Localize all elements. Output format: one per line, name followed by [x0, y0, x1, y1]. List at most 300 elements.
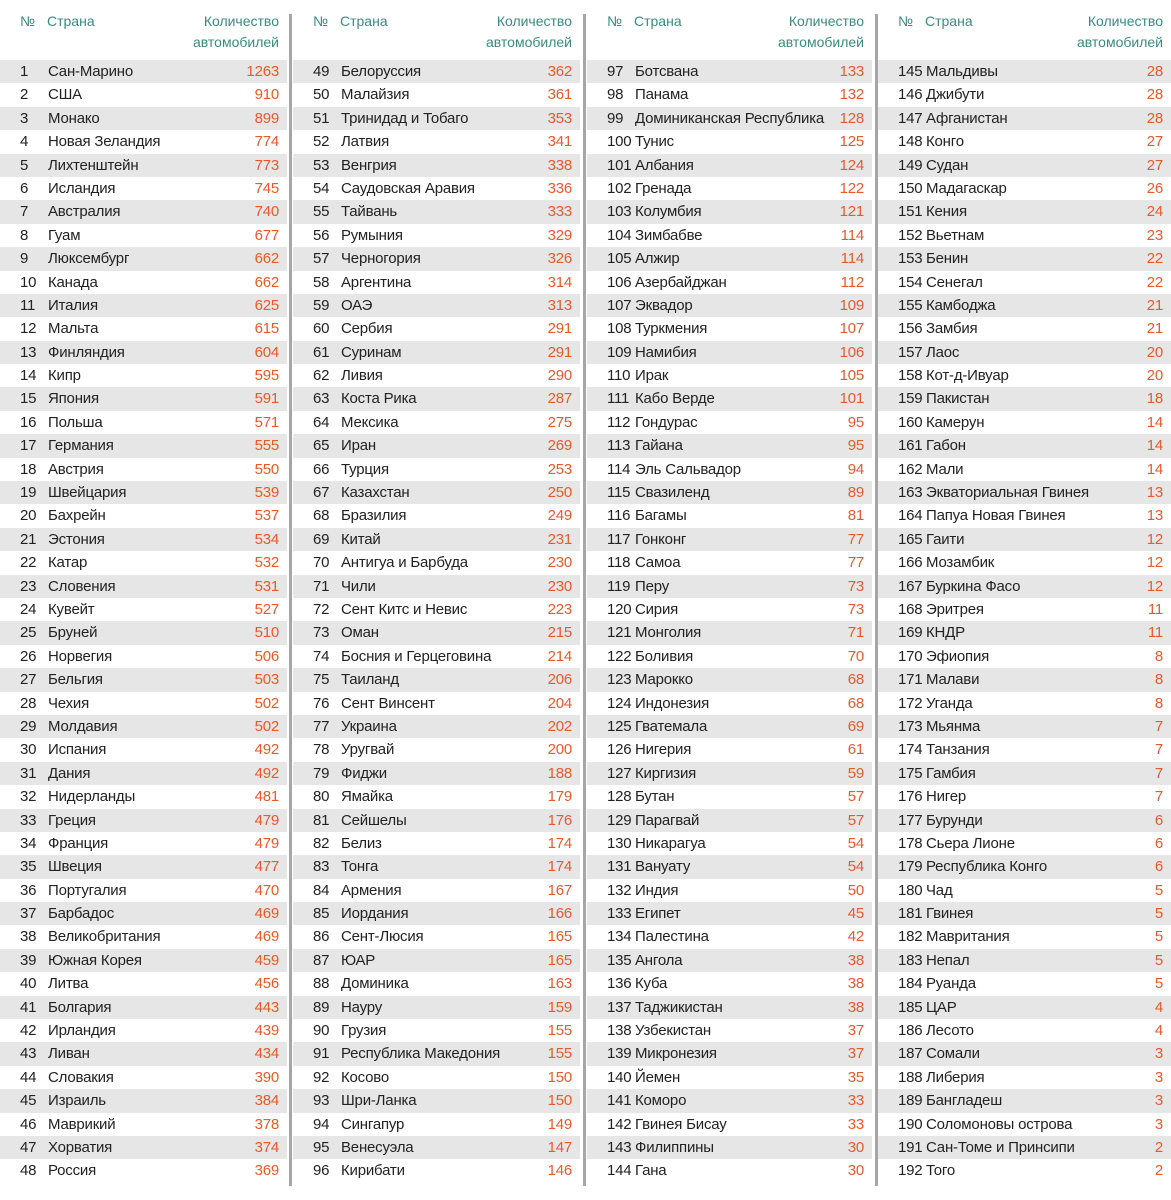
count-cell: 42	[847, 928, 864, 946]
country-cell: Маврикий	[48, 1115, 116, 1133]
country-cell: Кот-д-Ивуар	[926, 367, 1009, 385]
table-row	[0, 902, 287, 925]
table-row	[587, 458, 872, 481]
table-row	[587, 341, 872, 364]
table-row	[293, 1066, 580, 1089]
table-row	[878, 504, 1171, 527]
rank-cell: 56	[313, 226, 330, 244]
country-cell: Финляндия	[48, 343, 125, 361]
country-cell: США	[48, 86, 82, 104]
count-cell: 23	[1146, 226, 1163, 244]
count-cell: 662	[254, 250, 279, 268]
count-cell: 30	[847, 1162, 864, 1180]
rank-cell: 95	[313, 1138, 330, 1156]
rank-cell: 31	[20, 764, 37, 782]
rank-cell: 192	[898, 1162, 923, 1180]
table-row	[0, 645, 287, 668]
country-cell: Кирибати	[341, 1162, 405, 1180]
rank-cell: 135	[607, 951, 632, 969]
table-row	[878, 317, 1171, 340]
table-row	[293, 1042, 580, 1065]
country-cell: Танзания	[926, 741, 990, 759]
country-cell: Намибия	[635, 343, 697, 361]
count-cell: 287	[547, 390, 572, 408]
rank-cell: 122	[607, 647, 632, 665]
count-cell: 14	[1146, 460, 1163, 478]
country-cell: Черногория	[341, 250, 421, 268]
table-row	[0, 481, 287, 504]
country-cell: Сомали	[926, 1045, 980, 1063]
rank-cell: 100	[607, 133, 632, 151]
table-row	[293, 154, 580, 177]
count-cell: 114	[840, 226, 864, 244]
count-cell: 773	[254, 156, 279, 174]
count-cell: 7	[1154, 788, 1163, 806]
count-cell: 503	[254, 671, 279, 689]
header-count-line2: автомобилей	[193, 34, 279, 50]
rank-cell: 163	[898, 484, 923, 502]
header-count-line1: Количество	[1087, 13, 1163, 29]
rank-cell: 150	[898, 179, 923, 197]
count-cell: 68	[847, 694, 864, 712]
table-row	[878, 809, 1171, 832]
count-cell: 128	[839, 109, 864, 127]
table-row	[878, 411, 1171, 434]
table-row	[878, 551, 1171, 574]
rank-cell: 60	[313, 320, 330, 338]
table-row	[0, 294, 287, 317]
table-row	[0, 224, 287, 247]
table-row	[587, 177, 872, 200]
rank-cell: 187	[898, 1045, 923, 1063]
rank-cell: 132	[607, 881, 632, 899]
count-cell: 384	[254, 1092, 279, 1110]
table-row	[0, 364, 287, 387]
rank-cell: 173	[898, 717, 923, 735]
count-cell: 54	[847, 858, 864, 876]
table-row	[293, 972, 580, 995]
table-row	[293, 645, 580, 668]
table-row	[293, 715, 580, 738]
count-cell: 33	[847, 1115, 864, 1133]
table-row	[587, 598, 872, 621]
count-cell: 4	[1154, 998, 1163, 1016]
rank-cell: 117	[607, 530, 631, 548]
country-cell: Габон	[926, 437, 966, 455]
count-cell: 456	[254, 975, 279, 993]
count-cell: 107	[839, 320, 864, 338]
rank-cell: 128	[607, 788, 632, 806]
count-cell: 341	[547, 133, 572, 151]
rank-cell: 68	[313, 507, 330, 525]
count-cell: 12	[1146, 554, 1163, 572]
table-row	[0, 1089, 287, 1112]
rank-cell: 44	[20, 1068, 37, 1086]
country-cell: Сан-Томе и Принсипи	[926, 1138, 1075, 1156]
country-cell: Монако	[48, 109, 100, 127]
country-cell: Марокко	[635, 671, 693, 689]
country-cell: Сирия	[635, 600, 679, 618]
table-row	[878, 902, 1171, 925]
rank-cell: 159	[898, 390, 923, 408]
table-row	[0, 271, 287, 294]
rank-cell: 120	[607, 600, 632, 618]
count-cell: 534	[254, 530, 279, 548]
count-cell: 215	[547, 624, 572, 642]
count-cell: 910	[254, 86, 279, 104]
count-cell: 81	[847, 507, 864, 525]
count-cell: 13	[1146, 507, 1163, 525]
country-cell: Турция	[341, 460, 389, 478]
country-cell: Республика Македония	[341, 1045, 501, 1063]
table-row	[878, 60, 1171, 83]
table-row	[878, 762, 1171, 785]
country-cell: Ямайка	[341, 788, 393, 806]
country-cell: Ирак	[635, 367, 669, 385]
rank-cell: 181	[898, 905, 923, 923]
rank-cell: 18	[20, 460, 37, 478]
table-row	[878, 341, 1171, 364]
count-cell: 662	[254, 273, 279, 291]
count-cell: 109	[839, 296, 864, 314]
table-row	[293, 1136, 580, 1159]
rank-cell: 171	[898, 671, 923, 689]
country-cell: Доминика	[341, 975, 409, 993]
count-cell: 443	[254, 998, 279, 1016]
country-cell: Бахрейн	[48, 507, 106, 525]
country-cell: Куба	[635, 975, 668, 993]
count-cell: 8	[1154, 694, 1163, 712]
rank-cell: 149	[898, 156, 923, 174]
count-cell: 59	[847, 764, 864, 782]
country-cell: Ангола	[635, 951, 683, 969]
count-cell: 73	[847, 600, 864, 618]
table-row	[293, 387, 580, 410]
rank-cell: 179	[898, 858, 923, 876]
table-row	[878, 107, 1171, 130]
table-row	[587, 1042, 872, 1065]
country-cell: Филиппины	[635, 1138, 714, 1156]
table-row	[293, 1159, 580, 1182]
rank-cell: 79	[313, 764, 330, 782]
table-row	[0, 1042, 287, 1065]
rank-cell: 170	[898, 647, 923, 665]
table-row	[878, 1136, 1171, 1159]
table-row	[293, 177, 580, 200]
rank-cell: 97	[607, 63, 624, 80]
table-row	[0, 1066, 287, 1089]
country-cell: Никарагуа	[635, 834, 706, 852]
table-row	[0, 762, 287, 785]
count-cell: 291	[547, 320, 572, 338]
rank-cell: 2	[20, 86, 29, 104]
count-cell: 469	[254, 928, 279, 946]
rank-cell: 169	[898, 624, 923, 642]
rank-cell: 22	[20, 554, 37, 572]
table-row	[0, 832, 287, 855]
table-row	[587, 879, 872, 902]
count-cell: 250	[547, 484, 572, 502]
table-row	[878, 1159, 1171, 1182]
rank-cell: 158	[898, 367, 923, 385]
table-row	[587, 1113, 872, 1136]
rank-cell: 113	[607, 437, 631, 455]
table-row	[587, 551, 872, 574]
table-row	[587, 224, 872, 247]
count-cell: 269	[547, 437, 572, 455]
count-cell: 174	[547, 858, 572, 876]
rank-cell: 20	[20, 507, 37, 525]
count-cell: 502	[254, 717, 279, 735]
table-row	[878, 364, 1171, 387]
rank-cell: 164	[898, 507, 923, 525]
rank-cell: 139	[607, 1045, 632, 1063]
rank-cell: 177	[898, 811, 923, 829]
rank-cell: 94	[313, 1115, 330, 1133]
count-cell: 275	[547, 413, 572, 431]
count-cell: 95	[847, 413, 864, 431]
rank-cell: 14	[20, 367, 37, 385]
table-row	[587, 925, 872, 948]
count-cell: 11	[1147, 600, 1163, 618]
count-cell: 11	[1147, 624, 1163, 642]
count-cell: 479	[254, 834, 279, 852]
rank-cell: 53	[313, 156, 330, 174]
count-cell: 4	[1154, 1022, 1163, 1040]
rank-cell: 17	[20, 437, 37, 455]
table-row	[0, 317, 287, 340]
table-row	[587, 504, 872, 527]
country-cell: Словакия	[48, 1068, 114, 1086]
table-row	[293, 200, 580, 223]
table-row	[0, 177, 287, 200]
rank-cell: 91	[313, 1045, 330, 1063]
country-cell: Лаос	[926, 343, 960, 361]
country-cell: Уганда	[926, 694, 973, 712]
table-row	[587, 434, 872, 457]
table-row	[0, 996, 287, 1019]
country-cell: Бенин	[926, 250, 969, 268]
country-cell: Шри-Ланка	[341, 1092, 417, 1110]
count-cell: 677	[254, 226, 279, 244]
count-cell: 94	[847, 460, 864, 478]
table-row	[293, 551, 580, 574]
rank-cell: 16	[20, 413, 37, 431]
column-header	[587, 0, 872, 58]
rank-cell: 138	[607, 1022, 632, 1040]
table-row	[293, 621, 580, 644]
country-cell: Гондурас	[635, 413, 698, 431]
rank-cell: 130	[607, 834, 632, 852]
table-row	[293, 294, 580, 317]
country-cell: Панама	[635, 86, 689, 104]
count-cell: 333	[547, 203, 572, 221]
rank-cell: 92	[313, 1068, 330, 1086]
header-number: №	[20, 13, 36, 29]
country-cell: Ирландия	[48, 1022, 116, 1040]
rank-cell: 40	[20, 975, 37, 993]
country-cell: Дания	[48, 764, 91, 782]
count-cell: 73	[847, 577, 864, 595]
table-row	[878, 692, 1171, 715]
country-cell: Белиз	[341, 834, 382, 852]
count-cell: 510	[254, 624, 279, 642]
table-row	[293, 738, 580, 761]
rank-cell: 154	[898, 273, 923, 291]
rank-cell: 185	[898, 998, 923, 1016]
rank-cell: 121	[607, 624, 632, 642]
rows-1	[0, 60, 287, 1183]
country-cell: Эль Сальвадор	[635, 460, 741, 478]
country-cell: Бурунди	[926, 811, 983, 829]
count-cell: 230	[547, 554, 572, 572]
country-cell: Чад	[926, 881, 953, 899]
count-cell: 506	[254, 647, 279, 665]
count-cell: 150	[547, 1092, 572, 1110]
rank-cell: 153	[898, 250, 923, 268]
column-divider	[289, 14, 292, 1186]
country-cell: Нидерланды	[48, 788, 136, 806]
table-row	[878, 668, 1171, 691]
country-cell: Вануату	[635, 858, 691, 876]
table-row	[0, 504, 287, 527]
rank-cell: 98	[607, 86, 624, 104]
count-cell: 2	[1154, 1162, 1163, 1180]
rank-cell: 88	[313, 975, 330, 993]
count-cell: 125	[839, 133, 864, 151]
table-row	[878, 528, 1171, 551]
rank-cell: 183	[898, 951, 923, 969]
count-cell: 69	[847, 717, 864, 735]
count-cell: 625	[254, 296, 279, 314]
rank-cell: 118	[607, 554, 631, 572]
table-row	[878, 271, 1171, 294]
table-row	[0, 972, 287, 995]
count-cell: 223	[547, 600, 572, 618]
count-cell: 61	[847, 741, 864, 759]
country-cell: Египет	[635, 905, 681, 923]
country-cell: Канада	[48, 273, 98, 291]
table-row	[293, 1089, 580, 1112]
count-cell: 13	[1146, 484, 1163, 502]
count-cell: 470	[254, 881, 279, 899]
table-row	[0, 341, 287, 364]
rows-2	[293, 60, 580, 1183]
country-cell: Сент-Люсия	[341, 928, 424, 946]
country-cell: Сенегал	[926, 273, 983, 291]
rank-cell: 12	[20, 320, 37, 338]
table-row	[293, 528, 580, 551]
rank-cell: 160	[898, 413, 923, 431]
rank-cell: 38	[20, 928, 37, 946]
table-row	[0, 692, 287, 715]
country-cell: Сингапур	[341, 1115, 405, 1133]
count-cell: 571	[254, 413, 279, 431]
table-row	[878, 1042, 1171, 1065]
rank-cell: 86	[313, 928, 330, 946]
rank-cell: 111	[607, 390, 630, 408]
table-row	[587, 83, 872, 106]
count-cell: 155	[547, 1022, 572, 1040]
country-cell: Ливан	[48, 1045, 90, 1063]
country-cell: Чехия	[48, 694, 90, 712]
count-cell: 539	[254, 484, 279, 502]
rank-cell: 119	[607, 577, 631, 595]
rank-cell: 172	[898, 694, 923, 712]
count-cell: 155	[547, 1045, 572, 1063]
country-cell: Боливия	[635, 647, 694, 665]
country-cell: Швеция	[48, 858, 102, 876]
country-cell: Микронезия	[635, 1045, 717, 1063]
table-row	[878, 645, 1171, 668]
table-row	[0, 130, 287, 153]
country-cell: Лихтенштейн	[48, 156, 139, 174]
country-cell: Пакистан	[926, 390, 990, 408]
rank-cell: 165	[898, 530, 923, 548]
count-cell: 314	[547, 273, 572, 291]
table-row	[878, 879, 1171, 902]
country-cell: ЮАР	[341, 951, 376, 969]
table-row	[293, 130, 580, 153]
table-row	[293, 598, 580, 621]
country-cell: Иордания	[341, 905, 409, 923]
country-cell: Сан-Марино	[48, 63, 133, 80]
count-cell: 502	[254, 694, 279, 712]
country-cell: Папуа Новая Гвинея	[926, 507, 1066, 525]
country-cell: Германия	[48, 437, 114, 455]
count-cell: 369	[254, 1162, 279, 1180]
country-cell: Исландия	[48, 179, 116, 197]
count-cell: 249	[547, 507, 572, 525]
country-cell: Китай	[341, 530, 381, 548]
table-row	[587, 130, 872, 153]
rank-cell: 77	[313, 717, 330, 735]
rank-cell: 48	[20, 1162, 37, 1180]
rank-cell: 144	[607, 1162, 632, 1180]
count-cell: 336	[547, 179, 572, 197]
table-row	[587, 154, 872, 177]
table-row	[0, 738, 287, 761]
rank-cell: 184	[898, 975, 923, 993]
rank-cell: 123	[607, 671, 632, 689]
rank-cell: 148	[898, 133, 923, 151]
country-cell: Мальта	[48, 320, 99, 338]
table-row	[0, 528, 287, 551]
country-cell: Бруней	[48, 624, 98, 642]
table-row	[878, 83, 1171, 106]
count-cell: 481	[254, 788, 279, 806]
rank-cell: 110	[607, 367, 631, 385]
count-cell: 21	[1146, 320, 1163, 338]
table-row	[293, 247, 580, 270]
table-column-4	[878, 0, 1171, 1200]
header-count-line1: Количество	[788, 13, 864, 29]
table-row	[0, 1113, 287, 1136]
rank-cell: 175	[898, 764, 923, 782]
rank-cell: 49	[313, 63, 330, 80]
country-cell: Непал	[926, 951, 970, 969]
rank-cell: 101	[607, 156, 632, 174]
count-cell: 8	[1154, 647, 1163, 665]
table-row	[293, 504, 580, 527]
count-cell: 5	[1154, 905, 1163, 923]
rank-cell: 151	[898, 203, 923, 221]
header-number: №	[313, 13, 329, 29]
country-cell: Сент Винсент	[341, 694, 435, 712]
country-cell: Австрия	[48, 460, 104, 478]
table-row	[293, 762, 580, 785]
rank-cell: 74	[313, 647, 330, 665]
